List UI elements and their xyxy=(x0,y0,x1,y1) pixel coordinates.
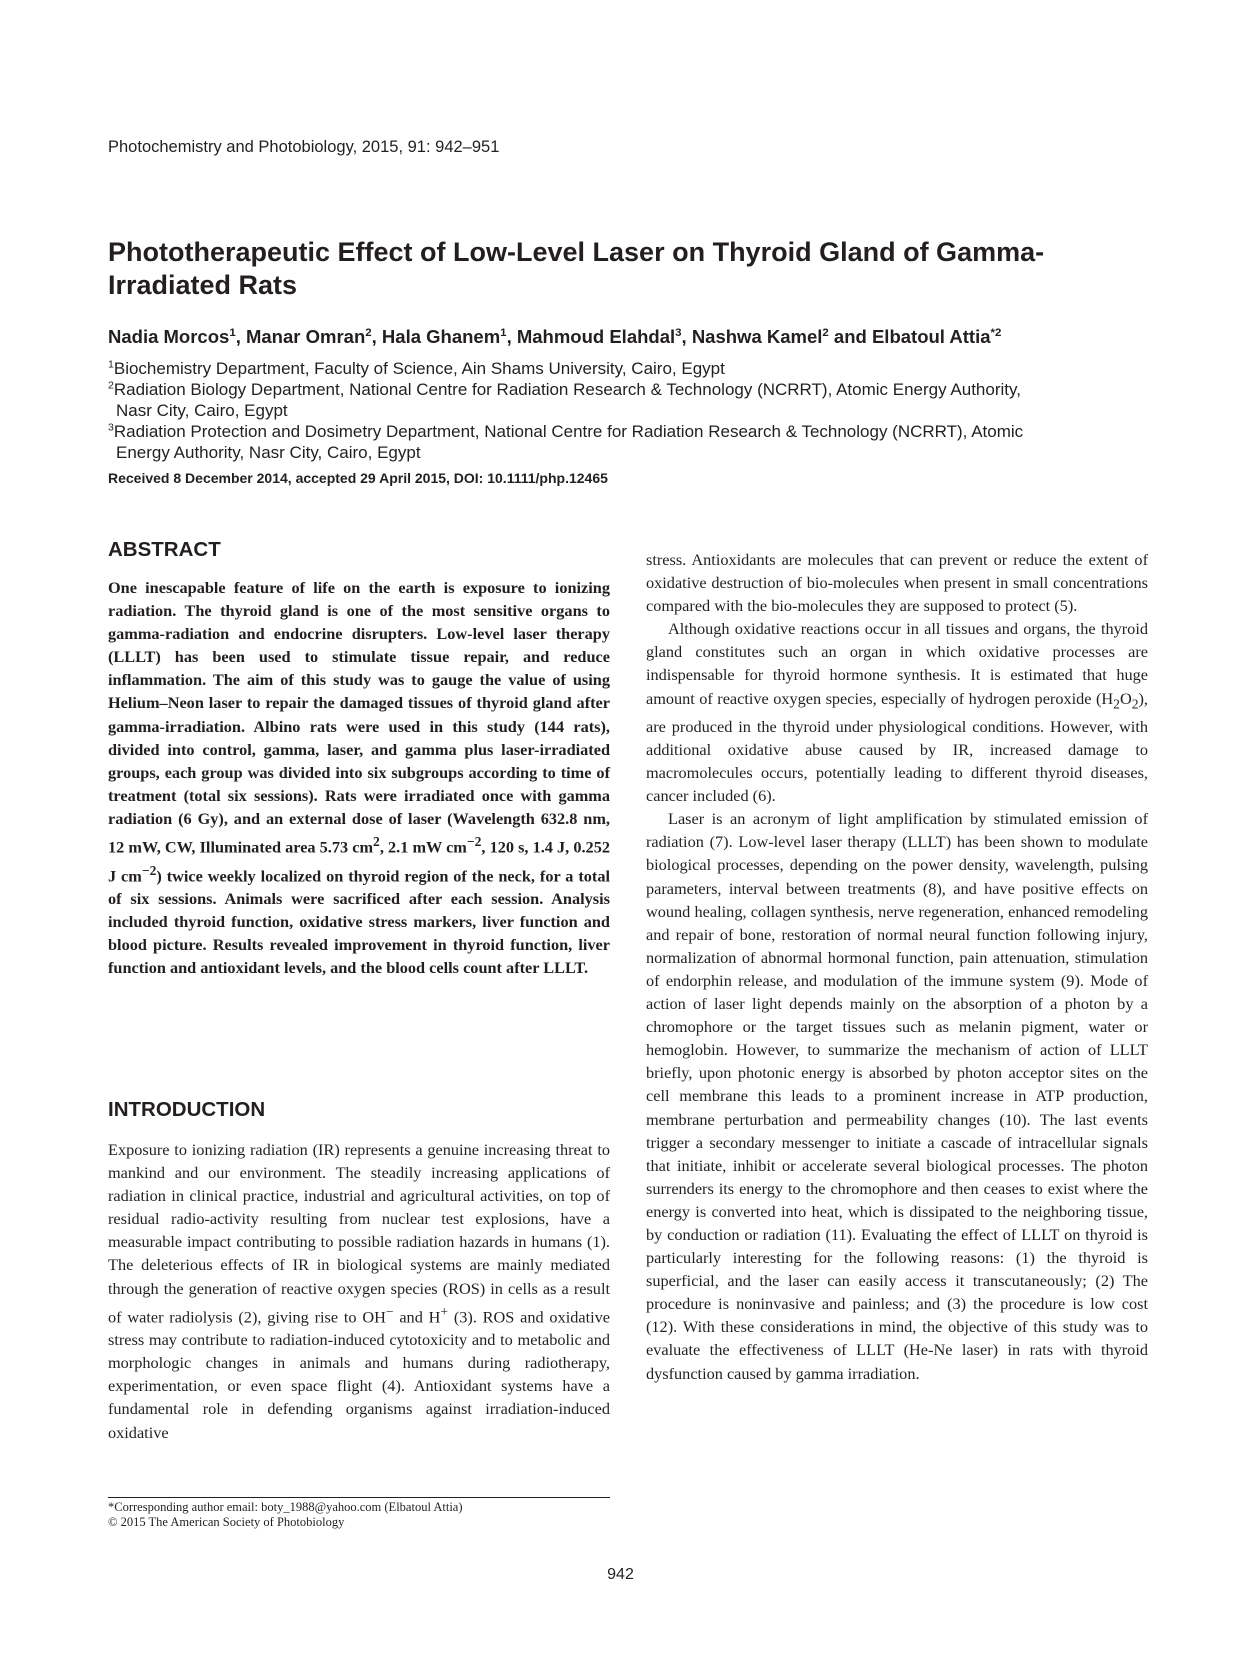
affiliation-item xyxy=(108,358,1168,379)
affiliation-text-continued: Energy Authority, Nasr City, Cairo, Egypt xyxy=(116,443,421,462)
author-affiliation-mark: 3 xyxy=(675,326,682,339)
footnotes xyxy=(108,1500,463,1530)
author-name: Elbatoul Attia xyxy=(871,326,991,347)
introduction-paragraph-1-continued: stress. Antioxidants are molecules that can prevent or reduce the extent of oxidative destruction of bio-molecules when present in small concentrations compared with the bio-molecules they are supposed to protect (5). xyxy=(646,550,1148,616)
left-column xyxy=(108,538,610,979)
affiliation-text: Biochemistry Department, Faculty of Science, Ain Shams University, Cairo, Egypt xyxy=(113,359,725,378)
affiliation-text-continued: Nasr City, Cairo, Egypt xyxy=(116,401,288,420)
affiliation-number: 2 xyxy=(108,379,114,392)
affiliation-text: Radiation Protection and Dosimetry Department, National Centre for Radiation Research & Technology (NCRRT), Atomic xyxy=(113,422,1024,441)
author-affiliation-mark: 1 xyxy=(500,326,507,339)
copyright-note: © 2015 The American Society of Photobiology xyxy=(108,1515,345,1529)
journal-citation: Photochemistry and Photobiology, 2015, 91: 942–951 xyxy=(108,138,500,156)
author-list xyxy=(108,326,1168,348)
author-name: Mahmoud Elahdal xyxy=(516,326,676,347)
author-name: Nashwa Kamel xyxy=(691,326,823,347)
affiliation-text: Radiation Biology Department, National Centre for Radiation Research & Technology (NCRRT), Atomic Energy Authority, xyxy=(113,380,1021,399)
author-name: Manar Omran xyxy=(245,326,366,347)
author-name: Nadia Morcos xyxy=(108,326,230,347)
affiliation-item xyxy=(108,421,1168,463)
affiliation-item xyxy=(108,379,1168,421)
author-separator: , xyxy=(506,326,517,347)
author-name: Hala Ghanem xyxy=(381,326,501,347)
author-separator: , xyxy=(681,326,692,347)
introduction-heading: INTRODUCTION xyxy=(108,1098,266,1121)
article-title: Phototherapeutic Effect of Low-Level Laser on Thyroid Gland of Gamma-Irradiated Rats xyxy=(108,237,1045,300)
introduction-paragraph-2: Although oxidative reactions occur in all tissues and organs, the thyroid gland constitutes such an organ in which oxidative processes are indispensable for thyroid hormone synthesis. It is estimated that huge amount of reactive oxygen species, especially of hydrogen peroxide $(H_2O_2)$, are produced in the thyroid under physiological conditions. However, with additional oxidative abuse caused by IR, increased damage to macromolecules occurs, potentially leading to different thyroid diseases, cancer included (6). xyxy=(646,619,1148,806)
author-separator: , xyxy=(235,326,246,347)
introduction-paragraph-1: Exposure to ionizing radiation (IR) represents a genuine increasing threat to mankind and our environment. The steadily increasing applications of radiation in clinical practice, industrial and agricultural activities, on top of residual radio-activity resulting from nuclear test explosions, have a measurable impact contributing to possible radiation hazards in humans (1). The deleterious effects of IR in biological systems are mainly mediated through the generation of reactive oxygen species (ROS) in cells as a result of water radiolysis (2), giving rise to OH− and H+ (3). ROS and oxidative stress may contribute to radiation-induced cytotoxicity and to metabolic and morphologic changes in animals and humans during radiotherapy, experimentation, or even space flight (4). Antioxidant systems have a fundamental role in defending organisms against irradiation-induced oxidative xyxy=(108,1140,611,1442)
introduction-paragraph-3: Laser is an acronym of light amplification by stimulated emission of radiation (7). Low-level laser therapy (LLLT) has been shown to modulate biological processes, depending on the power density, wavelength, pulsing parameters, interval between treatments (8), and have positive effects on wound healing, collagen synthesis, nerve regeneration, enhanced remodeling and repair of bone, restoration of normal neural function following injury, normalization of abnormal hormonal function, pain attenuation, stimulation of endorphin release, and modulation of the immune system (9). Mode of action of laser light depends mainly on the absorption of a photon by a chromophore or the target tissues such as melanin pigment, water or hemoglobin. However, to summarize the mechanism of action of LLLT briefly, upon photonic energy is absorbed by photon acceptor sites on the cell membrane this leads to a prominent increase in ATP production, membrane perturbation and permeability changes (10). The last events trigger a secondary messenger to initiate a cascade of intracellular signals that initiate, inhibit or accelerate several biological processes. The photon surrenders its energy to the chromophore and then ceases to exist where the energy is converted into heat, which is dissipated to the neighboring tissue, by conduction or radiation (11). Evaluating the effect of LLLT on thyroid is particularly interesting for the following reasons: (1) the thyroid is superficial, and the laser can easily access it transcutaneously; (2) The procedure is noninvasive and painless; and (3) the procedure is low cost (12). With these considerations in mind, the objective of this study was to evaluate the effectiveness of LLLT (He-Ne laser) in rats with thyroid dysfunction caused by gamma irradiation. xyxy=(646,809,1148,1383)
footnote-rule xyxy=(108,1497,610,1498)
affiliation-number: 1 xyxy=(108,358,114,371)
received-dates: Received 8 December 2014, accepted 29 April 2015, DOI: 10.1111/php.12465 xyxy=(108,470,608,486)
author-separator: and xyxy=(828,326,872,347)
abstract-heading: ABSTRACT xyxy=(108,538,221,561)
right-column xyxy=(646,548,1148,1385)
page-number: 942 xyxy=(607,1566,634,1583)
author-affiliation-mark: *2 xyxy=(990,326,1002,339)
author-affiliation-mark: 1 xyxy=(229,326,236,339)
author-separator: , xyxy=(371,326,382,347)
author-affiliation-mark: 2 xyxy=(822,326,829,339)
corresponding-author-note: *Corresponding author email: boty_1988@yahoo.com (Elbatoul Attia) xyxy=(108,1500,463,1514)
abstract-text: One inescapable feature of life on the earth is exposure to ionizing radiation. The thyroid gland is one of the most sensitive organs to gamma-radiation and endocrine disrupters. Low-level laser therapy (LLLT) has been used to stimulate tissue repair, and reduce inflammation. The aim of this study was to gauge the value of using Helium–Neon laser to repair the damaged tissues of thyroid gland after gamma-irradiation. Albino rats were used in this study (144 rats), divided into control, gamma, laser, and gamma plus laser-irradiated groups, each group was divided into six subgroups according to time of treatment (total six sessions). Rats were irradiated once with gamma radiation (6 Gy), and an external dose of laser (Wavelength 632.8 nm, 12 mW, CW, Illuminated area 5.73 $cm^2$, 2.1 mW $cm^{-2}$, 120 s, 1.4 J, 0.252 J $cm^{-2}$) twice weekly localized on thyroid region of the neck, for a total of six sessions. Animals were sacrificed after each session. Analysis included thyroid function, oxidative stress markers, liver function and blood picture. Results revealed improvement in thyroid function, liver function and antioxidant levels, and the blood cells count after LLLT. xyxy=(108,578,610,978)
affiliation-number: 3 xyxy=(108,421,114,434)
affiliations xyxy=(108,358,1168,463)
author-affiliation-mark: 2 xyxy=(365,326,372,339)
